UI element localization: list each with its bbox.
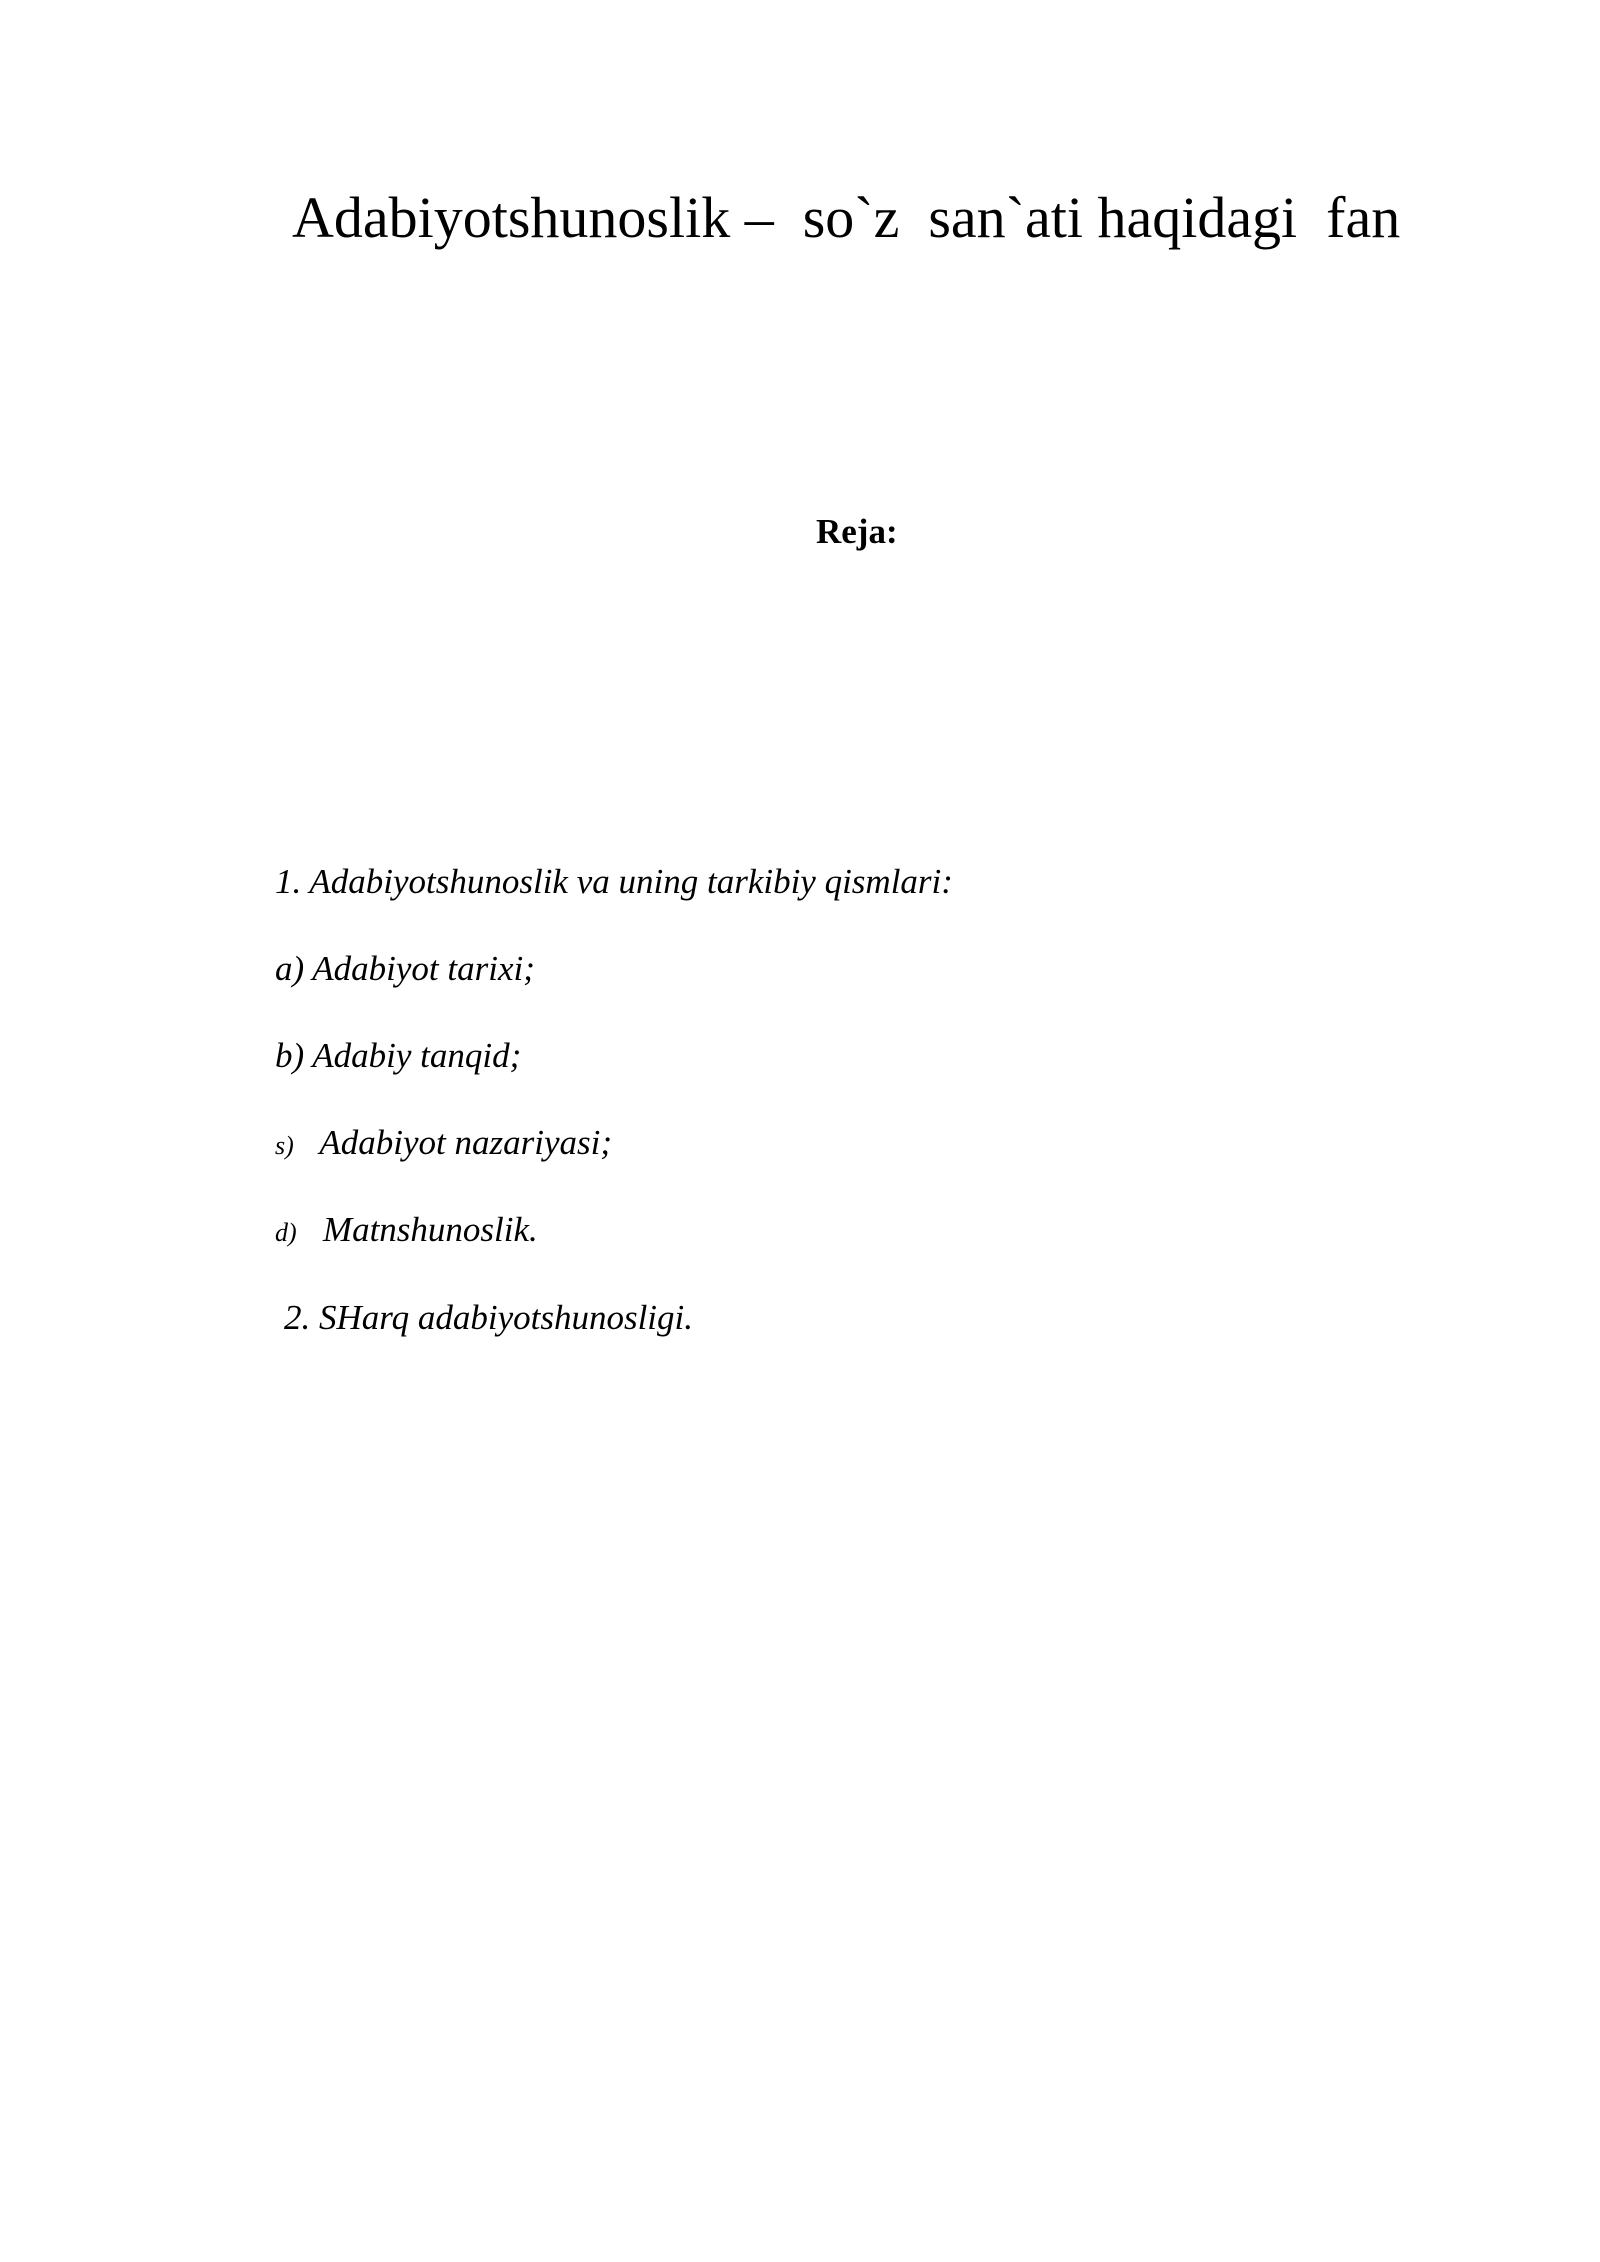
plan-heading: Reja: — [816, 512, 898, 551]
plan-item-text: Adabiyot tarixi; — [312, 949, 535, 988]
plan-item-text: Matnshunoslik. — [322, 1210, 538, 1249]
document-title: Adabiyotshunoslik – so`z san`ati haqidagi fan — [292, 184, 1401, 250]
plan-item-2 — [284, 1300, 693, 1335]
plan-item-marker: s) — [275, 1131, 294, 1160]
plan-item-s — [275, 1125, 612, 1160]
plan-item-marker: b) — [275, 1036, 305, 1075]
plan-item-text: SHarq adabiyotshunosligi. — [319, 1298, 693, 1337]
plan-item-text: Adabiyot nazariyasi; — [319, 1123, 613, 1162]
plan-item-marker: d) — [275, 1218, 297, 1247]
plan-item-d — [275, 1212, 538, 1247]
plan-item-b — [275, 1038, 521, 1073]
plan-item-a — [275, 951, 535, 986]
plan-item-marker: 1. — [275, 862, 302, 901]
plan-item-text: Adabiyotshunoslik va uning tarkibiy qismlari: — [309, 862, 953, 901]
plan-item-marker: 2. — [284, 1298, 311, 1337]
plan-item-1 — [275, 864, 953, 899]
plan-item-marker: a) — [275, 949, 305, 988]
plan-item-text: Adabiy tanqid; — [312, 1036, 522, 1075]
